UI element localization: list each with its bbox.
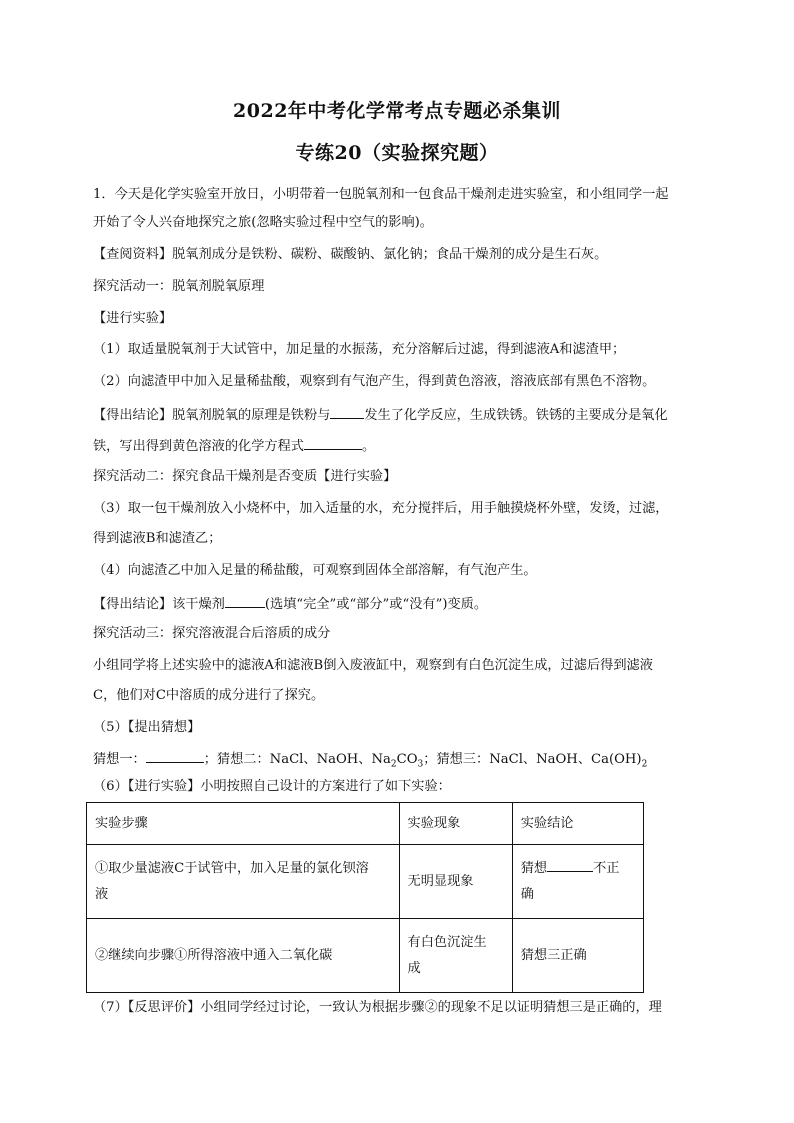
mix-line-1: 小组同学将上述实验中的滤液A和滤液B倒入废液缸中，观察到有白色沉淀生成，过滤后得到滤液 bbox=[93, 658, 653, 673]
hypothesis-3-text: ；猜想三：NaCl、NaOH、Ca(OH) bbox=[423, 752, 642, 767]
table-header-cell: 实验步骤 bbox=[87, 803, 400, 845]
table-cell-conclusion: 猜想三正确 bbox=[512, 919, 643, 993]
mix-line-2: C，他们对C中溶质的成分进行了探究。 bbox=[93, 688, 325, 703]
page-title: 2022年中考化学常考点专题必杀集训 bbox=[233, 100, 561, 122]
hypothesis-2-text-b: CO bbox=[396, 752, 418, 767]
table-cell-phenomenon bbox=[399, 919, 512, 993]
experiment-6-heading: （6）【进行实验】小明按照自己设计的方案进行了如下实验： bbox=[93, 779, 451, 794]
hypothesis-heading: （5）【提出猜想】 bbox=[93, 720, 201, 735]
step-2: （2）向滤渣甲中加入足量稀盐酸，观察到有气泡产生，得到黄色溶液，溶液底部有黑色不溶物。 bbox=[93, 374, 656, 389]
activity-1-heading: 探究活动一：脱氧剂脱氧原理 bbox=[93, 279, 265, 294]
subscript: 3 bbox=[417, 759, 424, 770]
intro-line-1: 1．今天是化学实验室开放日，小明带着一包脱氧剂和一包食品干燥剂走进实验室，和小组同学一起 bbox=[93, 187, 669, 202]
table-cell-step: ②继续向步骤①所得溶液中通入二氧化碳 bbox=[87, 919, 400, 993]
cell-text: 确 bbox=[520, 886, 534, 902]
table-header-cell: 实验结论 bbox=[512, 803, 643, 845]
answer-blank[interactable] bbox=[225, 594, 265, 608]
table-row bbox=[87, 845, 644, 919]
table-row bbox=[87, 919, 644, 993]
subscript: 2 bbox=[390, 759, 397, 770]
cell-text: 成 bbox=[407, 960, 421, 976]
experiment-heading: 【进行实验】 bbox=[93, 311, 173, 326]
step-1: （1）取适量脱氧剂于大试管中，加足量的水振荡，充分溶解后过滤，得到滤液A和滤渣甲； bbox=[93, 342, 626, 357]
reference-materials: 【查阅资料】脱氧剂成分是铁粉、碳粉、碳酸钠、氯化钠；食品干燥剂的成分是生石灰。 bbox=[93, 247, 608, 262]
cell-text: 有白色沉淀生 bbox=[407, 934, 487, 950]
step-3-line-2: 得到滤液B和滤渣乙； bbox=[93, 531, 222, 546]
reflection-line: （7）【反思评价】小组同学经过讨论，一致认为根据步骤②的现象不足以证明猜想三是正确的，理 bbox=[93, 1000, 662, 1015]
cell-text bbox=[521, 856, 635, 882]
intro-line-2: 开始了令人兴奋地探究之旅(忽略实验过程中空气的影响)。 bbox=[93, 215, 433, 230]
hypothesis-1-label: 猜想一： bbox=[93, 752, 146, 767]
conclusion-1-text-d: 。 bbox=[362, 439, 376, 454]
conclusion-1-line-1 bbox=[93, 405, 703, 425]
hypotheses-line bbox=[93, 749, 703, 774]
answer-blank[interactable] bbox=[330, 405, 364, 419]
conclusion-2 bbox=[93, 594, 703, 614]
cell-text: 液 bbox=[95, 886, 109, 902]
conclusion-1-text-a: 【得出结论】脱氧剂脱氧的原理是铁粉与 bbox=[93, 408, 331, 423]
answer-blank[interactable] bbox=[304, 436, 362, 450]
subscript: 2 bbox=[641, 759, 648, 770]
conclusion-2-text-a: 【得出结论】该干燥剂 bbox=[93, 597, 225, 612]
answer-blank[interactable] bbox=[146, 749, 204, 763]
cell-text: ①取少量滤液C于试管中，加入足量的氯化钡溶 bbox=[95, 860, 369, 876]
table-header-cell: 实验现象 bbox=[399, 803, 512, 845]
experiment-table bbox=[86, 802, 644, 993]
step-4: （4）向滤渣乙中加入足量的稀盐酸，可观察到固体全部溶解，有气泡产生。 bbox=[93, 563, 537, 578]
conclusion-1-line-2 bbox=[93, 436, 703, 456]
hypothesis-2-text: ；猜想二：NaCl、NaOH、Na bbox=[203, 752, 391, 767]
activity-2-heading: 探究活动二：探究食品干燥剂是否变质【进行实验】 bbox=[93, 469, 397, 484]
table-cell-step bbox=[87, 845, 400, 919]
cell-text-a: 猜想 bbox=[520, 860, 548, 876]
conclusion-1-text-b: 发生了化学反应，生成铁锈。铁锈的主要成分是氧化 bbox=[364, 408, 668, 423]
page-subtitle: 专练20（实验探究题） bbox=[295, 142, 499, 164]
answer-blank[interactable] bbox=[547, 858, 593, 872]
step-3-line-1: （3）取一包干燥剂放入小烧杯中，加入适量的水，充分搅拌后，用手触摸烧杯外壁，发烫，过滤， bbox=[93, 501, 669, 516]
activity-3-heading: 探究活动三：探究溶液混合后溶质的成分 bbox=[93, 626, 331, 641]
conclusion-1-text-c: 铁，写出得到黄色溶液的化学方程式 bbox=[93, 439, 304, 454]
cell-text-b: 不正 bbox=[593, 860, 620, 876]
table-cell-phenomenon: 无明显现象 bbox=[399, 845, 512, 919]
conclusion-2-text-b: (选填“完全”或“部分”或“没有”)变质。 bbox=[264, 597, 488, 612]
table-cell-conclusion bbox=[512, 845, 643, 919]
table-header-row bbox=[87, 803, 644, 845]
